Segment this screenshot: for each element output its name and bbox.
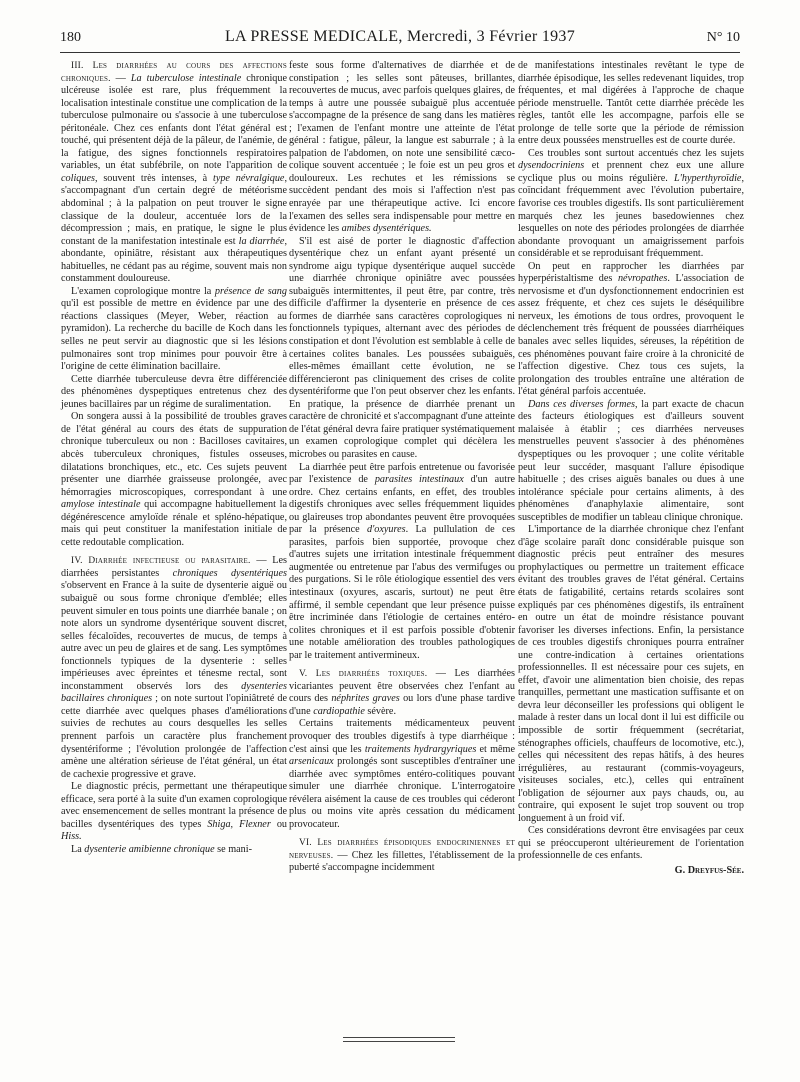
- paragraph: L'examen coprologique montre la présence de sang qu'il est possible de mettre en évidence par une des réactions classiques (Meyer, Weber, réaction au pyramidon). La recherche du bacille de Koch dans les selles ne peut servir au diagnostic que si les lésions pulmonaires sont trop minimes pour pouvoir être à l'origine de cette élimination bacillaire.: [61, 285, 287, 373]
- column-right: [518, 60, 744, 878]
- section-heading: III. Les diarrhées au cours des affections chroniques.: [61, 61, 287, 84]
- paragraph: V. Les diarrhées toxiques. — Les diarrhées vicariantes peuvent être observées chez l'enfant au cours des néphrites graves ou lors d'une phase tardive d'une cardiopathie sévère.: [289, 668, 516, 717]
- paragraph: S'il est aisé de porter le diagnostic d'affection dysentérique chez un enfant ayant présenté un syndrome aigu typique dysentérique auquel succède une diarrhée chronique opiniâtre avec poussées subaiguës intermittentes, il peut être, par contre, très difficile d'affirmer la dysenterie en présence de ces formes de diarrhée sans caractères coprologiques ni fonctionnels typiques, alternant avec des périodes de constipation et dont l'évolution est semblable à celle de certaines colites banales. Les poussées subaiguës, elles-mêmes émaillant cette évolution, ne se différencieront pas cliniquement des crises de colite dysentériforme que l'on peut observer chez les enfants. En pratique, la présence de diarrhée prenant un caractère de chronicité et s'accompagnant d'une atteinte de l'état général devra faire pratiquer systématiquement un examen coprologique complet qui décèlera les microbes ou parasites en cause.: [289, 235, 515, 460]
- paragraph: Ces troubles sont surtout accentués chez les sujets dysendocriniens et prennent chez eux une allure cyclique plus ou moins régulière. L'hyperthyroïdie, coïncidant fréquemment avec l'évolution pubertaire, favorise ces troubles digestifs. Ils sont particulièrement marqués chez les jeunes basedowiennes chez lesquelles on note des périodes prolongées de diarrhée abondante provoquant un amaigrissement parfois considérable et se reproduisant fréquemment.: [518, 147, 744, 260]
- paragraph: On peut en rapprocher les diarrhées par hyperpéristaltisme des névropathes. L'association de nervosisme et d'un dysfonctionnement endocrinien est assez fréquente, et chez ces sujets le déséquilibre nerveux, les émotions de tous ordres, provoquent le déclenchement très fréquent de poussées diarrhéiques banales avec selles liquides, séreuses, la répétition de ces phénomènes pouvant faire croire à la chronicité de l'affection digestive. Chez tous ces sujets, la prolongation des troubles entraîne une altération de l'état général parfois accentuée.: [518, 260, 744, 398]
- paragraph: de manifestations intestinales revêtant le type de diarrhée épisodique, les selles redevenant liquides, trop fréquentes, et mal digérées à l'approche de chaque période menstruelle. Tantôt cette diarrhée précède les règles, tantôt elle les accompagne, parfois elle se prolonge de telle sorte que la période de rémission entre deux poussées menstruelles est de courte durée.: [518, 60, 744, 147]
- journal-title: LA PRESSE MEDICALE, Mercredi, 3 Février 1937: [224, 28, 576, 45]
- column-middle: [289, 60, 515, 875]
- paragraph: La diarrhée peut être parfois entretenue ou favorisée par l'existence de parasites intestinaux d'un autre ordre. Chez certains enfants, en effet, des troubles digestifs chroniques avec selles fréquemment liquides ou glaireuses trop abondantes peuvent être provoquées par la présence d'oxyures. La pullulation de ces parasites, parfois bien supportée, provoque chez d'autres sujets une irritation intestinale fréquemment augmentée ou entretenue par l'abus des vermifuges ou des purgations. Si le rôle étiologique essentiel des vers intestinaux (oxyures, ascaris, surtout) ne peut être affirmé, il semble cependant que leur présence puisse être incriminée dans l'étiologie de certaines entéro-colites chroniques et il est parfois possible d'obtenir une notable amélioration des troubles pathologiques par le traitement antivermineux.: [289, 461, 515, 661]
- paragraph: IV. Diarrhée infectieuse ou parasitaire. — Les diarrhées persistantes chroniques dysentériques s'observent en France à la suite de dysenterie aiguë ou subaiguë ou sous forme chronique d'emblée; elles peuvent simuler en tous points une diarrhée banale ; on note alors un syndrome dysentérique souvent discret, selles fécaloïdes, recouvertes de mucus, de temps à autre avec un peu de glaires et de sang. Les symptômes fonctionnels typiques de la dysenterie : selles impérieuses avec épreintes et ténesme rectal, sont inconstamment observés lors des dysenteries bacillaires chroniques ; on note surtout l'opiniâtreté de cette diarrhée avec quelques phases d'améliorations suivies de rechutes au cours desquelles les selles prennent parfois un caractère plus franchement dysentériforme ; l'évolution prolongée de l'affection amène une altération sérieuse de l'état général, un état de cachexie progressive et grave.: [61, 555, 287, 780]
- paragraph: III. Les diarrhées au cours des affections chroniques. — La tuberculose intestinale chronique ulcéreuse isolée est rare, plus fréquemment la localisation intestinale constitue une complication de la tuberculose pulmonaire ou s'associe à une tuberculose péritonéale. Chez ces enfants dont l'état général est touché, qui présentent déjà de la pâleur, de l'anémie, de la fatigue, des signes fonctionnels respiratoires variables, un état subfébrile, on note l'apparition de coliques, souvent très intenses, à type névralgique, s'accompagnant d'un certain degré de météorisme abdominal ; à la palpation on peut trouver le signe classique de la douleur, accentuée lors de la décompression ; mais, en pratique, le signe le plus constant de la manifestation intestinale est la diarrhée, abondante, opiniâtre, résistant aux thérapeutiques habituelles, ne cédant pas au régime, souvent mais non constamment douloureuse.: [61, 61, 287, 285]
- section-heading: V. Les diarrhées toxiques.: [299, 669, 428, 680]
- paragraph: Dans ces diverses formes, la part exacte de chacun des facteurs étiologiques est d'ailleurs souvent malaisée à établir ; ces diarrhées nerveuses menstruelles peuvent s'associer à des phénomènes dyspeptiques ou les provoquer ; une colite véritable peut leur succéder, masquant l'allure épisodique habituelle ; des crises aiguës banales ou dues à une intolérance spéciale pour certains aliments, à des phénomènes d'anaphylaxie alimentaire, sont susceptibles de modifier un tableau clinique chronique.: [518, 398, 744, 523]
- end-rule: [343, 1041, 455, 1042]
- paragraph: L'importance de la diarrhée chronique chez l'enfant d'âge scolaire paraît donc considérable puisque son diagnostic précis peut entraîner des mesures prophylactiques ou permettre un traitement efficace évitant des troubles graves de l'état général. Certains états de fatigabilité, certains retards scolaires sont expliqués par ces phénomènes digestifs, ils entraînent en outre un état de moindre résistance pouvant favoriser les diverses infections. Enfin, la persistance de ces troubles digestifs chroniques pourra entraîner une contre-indication à certaines orientations professionnelles. Il est nécessaire pour ces sujets, en effet, d'avoir une alimentation bien choisie, des repas tranquilles, permettant une mastication suffisante et on devra leur déconseiller les professions qui obligent le malade à rester dans un local dont il lui est difficile ou impossible de sortir fréquemment (secrétariat, sténographes officiels, chauffeurs de locomotive, etc.), celles qui nécessitent des repas hâtifs, à des heures irrégulières, au restaurant (commis-voyageurs, visiteuses sociales, etc.), celles qui entraînent l'obligation de séjourner aux pays chauds, ou, au contraire, qui exposent le sujet trop souvent ou trop longuement à un froid vif.: [518, 524, 744, 824]
- paragraph: feste sous forme d'alternatives de diarrhée et de constipation ; les selles sont pâteuses, brillantes, recouvertes de mucus, avec parfois quelques glaires, de temps à autre une poussée subaiguë plus accentuée s'accompagne de la présence de sang dans les matières ; l'examen de l'enfant montre une atteinte de l'état général : fatigue, pâleur, la langue est saburrale ; à la palpation de l'abdomen, on note une sensibilité cæco-colique souvent accentuée ; le foie est un peu gros et douloureux. Les rechutes et les rémissions se succèdent pendant des mois si l'affection n'est pas enrayée par une thérapeutique active. Ici encore l'examen des selles sera indispensable pour mettre en évidence les amibes dysentériques.: [289, 60, 516, 235]
- paragraph: Cette diarrhée tuberculeuse devra être différenciée des phénomènes dyspeptiques entretenus chez des jeunes bacillaires par un régime de suralimentation.: [61, 373, 287, 410]
- paragraph: VI. Les diarrhées épisodiques endocriniennes et nerveuses. — Chez les fillettes, l'établissement de la puberté s'accompagne incidemment: [289, 838, 515, 874]
- paragraph: La dysenterie amibienne chronique se mani-: [71, 843, 252, 855]
- column-left: [61, 60, 287, 856]
- paragraph: Le diagnostic précis, permettant une thérapeutique efficace, sera porté à la suite d'un examen coprologique avec ensemencement de selles montrant la présence de bacilles dysentériques des types Shiga, Flexner ou Hiss.: [61, 781, 288, 843]
- issue-number: N° 10: [706, 30, 740, 45]
- paragraph: Ces considérations devront être envisagées par ceux qui se préoccuperont ultérieurement de l'orientation professionnelle de ces enfants.: [518, 825, 744, 862]
- section-heading: IV. Diarrhée infectieuse ou parasitaire.: [71, 556, 251, 567]
- page-number: 180: [60, 30, 81, 45]
- paragraph: On songera aussi à la possibilité de troubles graves de l'état général au cours des états de suppuration chronique tuberculeux ou non : Bacilloses cavitaires, abcès tuberculeux chroniques, fistules osseuses, dilatations bronchiques, etc., etc. Ces sujets peuvent présenter une diarrhée graisseuse prolongée, avec hémorragies microscopiques, correspondant à une amylose intestinale qui accompagne habituellement la dégénérescence amyloïde rénale et spléno-hépatique, mais qui peut constituer la manifestation initiale de cette redoutable complication.: [61, 411, 287, 548]
- section-heading: VI. Les diarrhées épisodiques endocriniennes et nerveuses.: [289, 838, 515, 861]
- paragraph: Certains traitements médicamenteux peuvent provoquer des troubles digestifs à type diarrhéique : c'est ainsi que les traitements hydrargyriques et même arsenicaux prolongés sont susceptibles d'entraîner une diarrhée avec symptômes entéro-colitiques pouvant simuler une diarrhée chronique. L'interrogatoire révélera aisément la cause de ces troubles qui céderont plus ou moins vite après cessation du médicament provocateur.: [289, 718, 515, 830]
- author-signature: G. Dreyfus-Sée.: [674, 865, 744, 876]
- page-header: [60, 26, 740, 53]
- end-rule: [343, 1037, 455, 1038]
